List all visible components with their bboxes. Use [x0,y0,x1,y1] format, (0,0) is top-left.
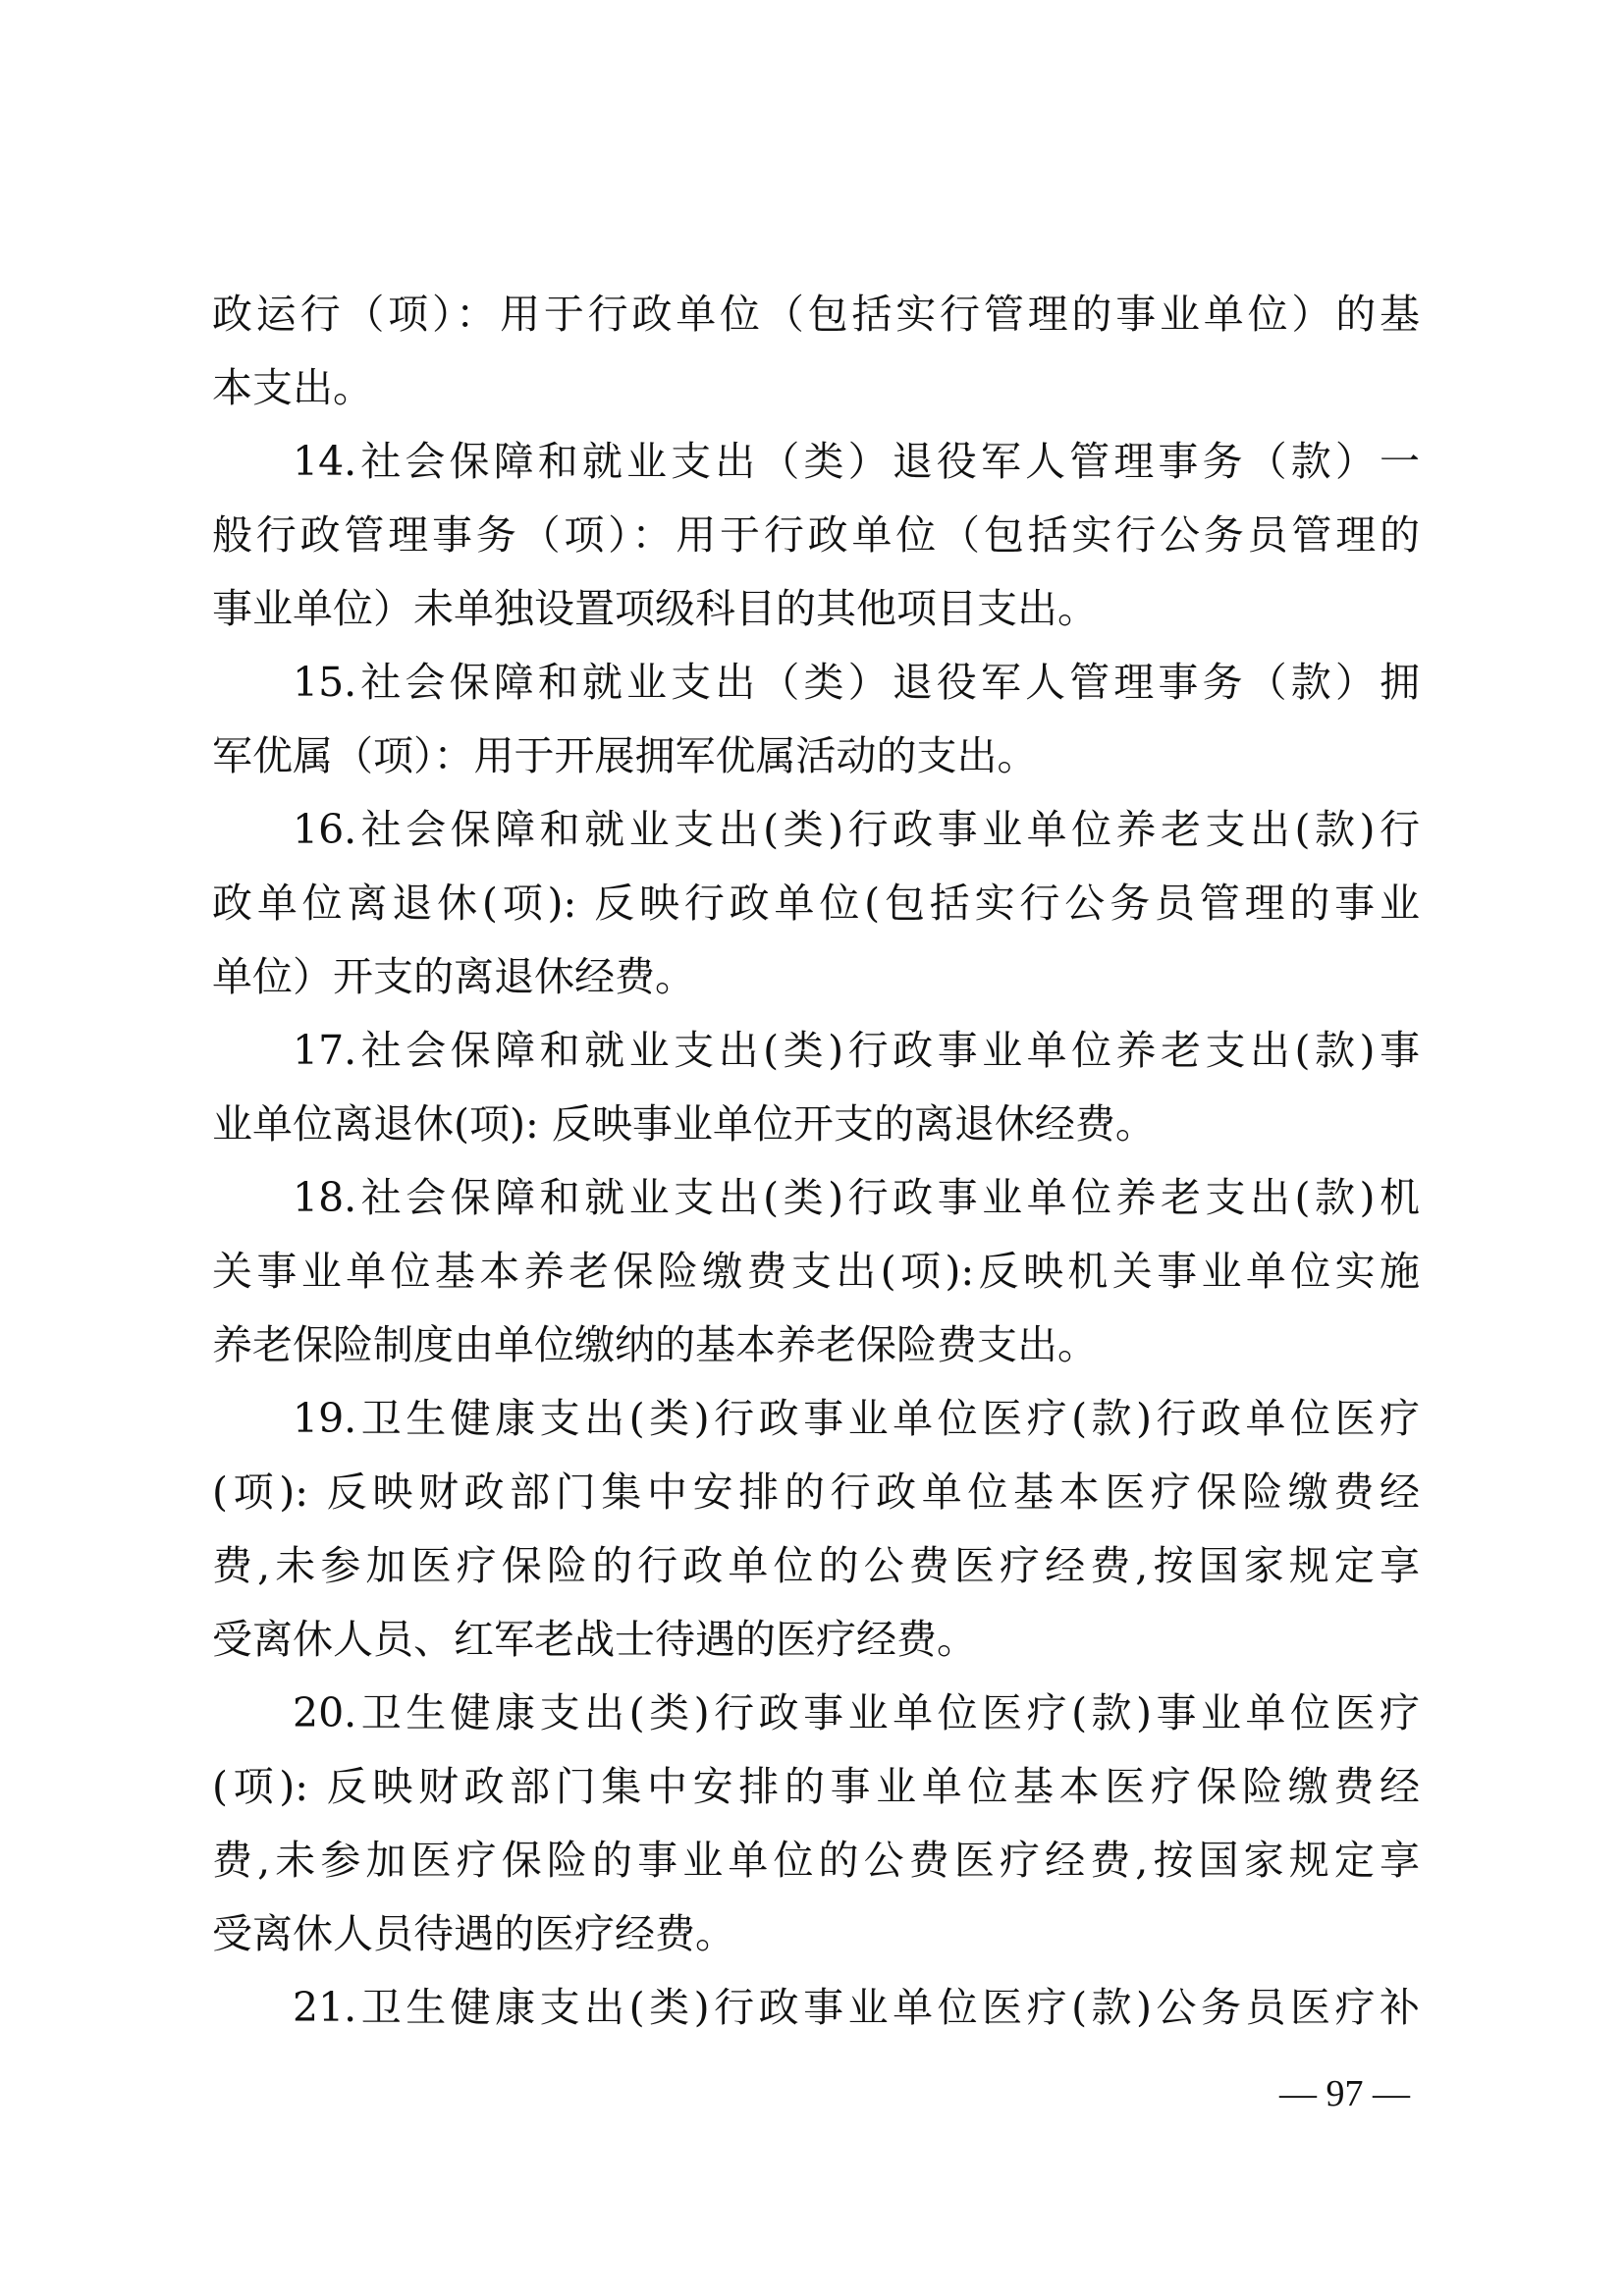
text-line: 15.社会保障和就业支出（类）退役军人管理事务（款）拥 [293,659,1420,706]
paragraph-item-19 [212,1382,1420,1677]
text-line: 费,未参加医疗保险的行政单位的公费医疗经费,按国家规定享 [212,1542,1420,1589]
text-line: 政运行（项）：用于行政单位（包括实行管理的事业单位）的基 [212,291,1420,338]
text-line: 17.社会保障和就业支出(类)行政事业单位养老支出(款)事 [293,1027,1420,1074]
paragraph-item-17 [212,1014,1420,1161]
text-line: 18.社会保障和就业支出(类)行政事业单位养老支出(款)机 [293,1174,1420,1221]
text-line: 军优属（项）：用于开展拥军优属活动的支出。 [212,732,1038,779]
paragraph-item-21 [212,1971,1420,2045]
page-number: — 97 — [1279,2073,1410,2114]
text-line: (项): 反映财政部门集中安排的事业单位基本医疗保险缴费经 [212,1763,1420,1810]
text-line: 政单位离退休(项): 反映行政单位(包括实行公务员管理的事业 [212,880,1420,927]
text-line: 受离休人员待遇的医疗经费。 [212,1910,735,1957]
paragraph-item-16 [212,793,1420,1014]
text-line: 14.社会保障和就业支出（类）退役军人管理事务（款）一 [293,438,1420,485]
text-line: 业单位离退休(项): 反映事业单位开支的离退休经费。 [212,1100,1156,1148]
paragraph-item-14 [212,425,1420,646]
paragraph [212,278,1420,425]
paragraph-item-20 [212,1677,1420,1971]
text-line: 21.卫生健康支出(类)行政事业单位医疗(款)公务员医疗补 [293,1984,1420,2031]
text-line: 19.卫生健康支出(类)行政事业单位医疗(款)行政单位医疗 [293,1395,1420,1442]
text-line: 般行政管理事务（项）：用于行政单位（包括实行公务员管理的 [212,511,1420,559]
text-line: (项): 反映财政部门集中安排的行政单位基本医疗保险缴费经 [212,1468,1420,1516]
text-line: 单位）开支的离退休经费。 [212,953,695,1000]
text-line: 费,未参加医疗保险的事业单位的公费医疗经费,按国家规定享 [212,1837,1420,1884]
text-line: 养老保险制度由单位缴纳的基本养老保险费支出。 [212,1321,1098,1368]
body-text [212,278,1420,2045]
text-line: 关事业单位基本养老保险缴费支出(项):反映机关事业单位实施 [212,1248,1420,1295]
paragraph-item-18 [212,1161,1420,1382]
text-line: 20.卫生健康支出(类)行政事业单位医疗(款)事业单位医疗 [293,1689,1420,1736]
text-line: 受离休人员、红军老战士待遇的医疗经费。 [212,1616,977,1663]
paragraph-item-15 [212,646,1420,793]
text-line: 本支出。 [212,364,373,411]
text-line: 事业单位）未单独设置项级科目的其他项目支出。 [212,585,1098,632]
text-line: 16.社会保障和就业支出(类)行政事业单位养老支出(款)行 [293,806,1420,853]
